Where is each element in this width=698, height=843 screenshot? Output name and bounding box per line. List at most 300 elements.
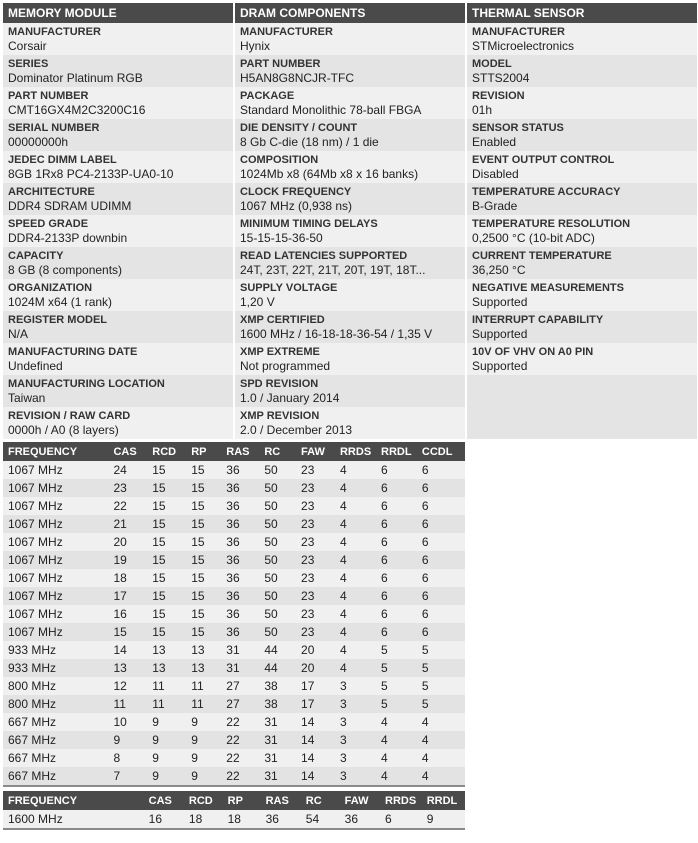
timing-cell: 20 <box>108 533 147 551</box>
timing-cell: 15 <box>186 461 221 479</box>
timing-cell: 36 <box>221 497 259 515</box>
info-value: STMicroelectronics <box>472 39 575 53</box>
timing-row <box>3 767 465 786</box>
column-header: FAW <box>340 791 380 810</box>
timing-cell: 36 <box>221 515 259 533</box>
timing-cell: 1067 MHz <box>3 623 108 641</box>
timing-cell: 23 <box>296 551 335 569</box>
column-header: RP <box>223 791 261 810</box>
timing-row <box>3 497 465 515</box>
timing-cell: 15 <box>186 515 221 533</box>
info-row <box>235 87 465 119</box>
timing-cell: 16 <box>108 605 147 623</box>
info-label: TEMPERATURE RESOLUTION <box>472 218 631 230</box>
timing-cell: 31 <box>259 749 296 767</box>
timing-cell: 50 <box>259 533 296 551</box>
info-label: CURRENT TEMPERATURE <box>472 250 612 262</box>
timing-cell: 11 <box>147 677 186 695</box>
timing-cell: 6 <box>417 587 465 605</box>
info-label: ORGANIZATION <box>8 282 93 294</box>
timing-cell: 50 <box>259 479 296 497</box>
timing-cell: 1067 MHz <box>3 587 108 605</box>
timing-cell: 36 <box>221 461 259 479</box>
info-value: Standard Monolithic 78-ball FBGA <box>240 103 422 117</box>
column-header: RAS <box>261 791 301 810</box>
info-label: TEMPERATURE ACCURACY <box>472 186 621 198</box>
info-row <box>235 215 465 247</box>
timing-cell: 1067 MHz <box>3 605 108 623</box>
timing-cell: 16 <box>144 810 184 829</box>
timing-cell: 15 <box>186 551 221 569</box>
info-row <box>3 23 233 55</box>
timing-cell: 10 <box>108 713 147 731</box>
timing-cell: 15 <box>186 623 221 641</box>
timing-cell: 9 <box>186 767 221 786</box>
timing-cell: 23 <box>296 569 335 587</box>
timing-cell: 27 <box>221 677 259 695</box>
info-row <box>3 247 233 279</box>
info-value: 0000h / A0 (8 layers) <box>8 423 119 437</box>
timing-cell: 38 <box>259 677 296 695</box>
info-row <box>3 55 233 87</box>
timing-cell: 6 <box>380 810 422 829</box>
timing-cell: 15 <box>108 623 147 641</box>
empty-row <box>467 375 697 407</box>
timing-cell: 6 <box>376 587 417 605</box>
column-header: RRDL <box>422 791 465 810</box>
timing-cell: 36 <box>340 810 380 829</box>
timing-cell: 13 <box>186 659 221 677</box>
timing-cell: 6 <box>376 605 417 623</box>
timing-cell: 36 <box>221 605 259 623</box>
timing-cell: 11 <box>147 695 186 713</box>
timing-cell: 1600 MHz <box>3 810 144 829</box>
timing-cell: 3 <box>335 713 376 731</box>
timing-cell: 667 MHz <box>3 767 108 786</box>
timing-row <box>3 479 465 497</box>
timing-cell: 50 <box>259 569 296 587</box>
info-row <box>235 23 465 55</box>
info-row <box>3 183 233 215</box>
info-row <box>467 215 697 247</box>
info-row <box>467 183 697 215</box>
empty-row <box>467 407 697 439</box>
info-value: 1600 MHz / 16-18-18-36-54 / 1,35 V <box>240 327 433 341</box>
info-label: CAPACITY <box>8 250 64 262</box>
info-row <box>3 87 233 119</box>
timing-row <box>3 515 465 533</box>
timing-cell: 22 <box>221 767 259 786</box>
info-row <box>467 87 697 119</box>
info-value: Hynix <box>240 39 271 53</box>
timing-cell: 5 <box>376 677 417 695</box>
info-label: READ LATENCIES SUPPORTED <box>240 250 408 262</box>
timing-cell: 4 <box>335 623 376 641</box>
info-label: DIE DENSITY / COUNT <box>240 122 358 134</box>
timing-cell: 44 <box>259 659 296 677</box>
timing-cell: 15 <box>186 605 221 623</box>
timing-cell: 9 <box>186 713 221 731</box>
info-value: 0,2500 °C (10-bit ADC) <box>472 231 595 245</box>
info-row <box>235 247 465 279</box>
timing-cell: 4 <box>335 479 376 497</box>
timing-cell: 3 <box>335 731 376 749</box>
timing-cell: 38 <box>259 695 296 713</box>
info-value: Supported <box>472 295 528 309</box>
timing-cell: 22 <box>221 731 259 749</box>
info-value: Taiwan <box>8 391 46 405</box>
info-label: NEGATIVE MEASUREMENTS <box>472 282 624 294</box>
column-header: RRDS <box>380 791 422 810</box>
timing-cell: 9 <box>186 749 221 767</box>
timing-cell: 5 <box>417 695 465 713</box>
timing-cell: 15 <box>147 587 186 605</box>
timing-row <box>3 659 465 677</box>
info-row <box>467 151 697 183</box>
column-header: RC <box>301 791 340 810</box>
info-row <box>3 343 233 375</box>
timing-cell: 22 <box>221 749 259 767</box>
timing-cell: 4 <box>335 569 376 587</box>
timing-cell: 36 <box>261 810 301 829</box>
timing-cell: 27 <box>221 695 259 713</box>
timing-cell: 23 <box>108 479 147 497</box>
timing-cell: 9 <box>422 810 465 829</box>
info-value: 1,20 V <box>240 295 275 309</box>
timing-cell: 31 <box>259 713 296 731</box>
timing-cell: 4 <box>417 713 465 731</box>
timing-cell: 667 MHz <box>3 731 108 749</box>
info-label: MANUFACTURER <box>240 26 333 38</box>
info-label: XMP EXTREME <box>240 346 320 358</box>
timing-row <box>3 623 465 641</box>
info-value: Enabled <box>472 135 517 149</box>
timing-row <box>3 731 465 749</box>
info-label: CLOCK FREQUENCY <box>240 186 352 198</box>
timing-cell: 50 <box>259 587 296 605</box>
timing-cell: 7 <box>108 767 147 786</box>
timing-row <box>3 810 465 829</box>
timing-cell: 44 <box>259 641 296 659</box>
info-value: Dominator Platinum RGB <box>8 71 143 85</box>
timing-cell: 11 <box>186 677 221 695</box>
timing-cell: 36 <box>221 569 259 587</box>
timing-cell: 1067 MHz <box>3 479 108 497</box>
info-row <box>3 407 233 439</box>
timing-cell: 4 <box>417 731 465 749</box>
timing-cell: 31 <box>221 659 259 677</box>
timing-cell: 6 <box>376 533 417 551</box>
info-label: ARCHITECTURE <box>8 186 95 198</box>
timing-cell: 9 <box>186 731 221 749</box>
info-row <box>235 55 465 87</box>
timing-cell: 36 <box>221 479 259 497</box>
info-row <box>467 247 697 279</box>
timing-cell: 3 <box>335 677 376 695</box>
timing-cell: 1067 MHz <box>3 569 108 587</box>
timing-cell: 1067 MHz <box>3 551 108 569</box>
info-value: 8 Gb C-die (18 nm) / 1 die <box>240 135 379 149</box>
timing-cell: 8 <box>108 749 147 767</box>
info-row <box>3 119 233 151</box>
info-row <box>3 375 233 407</box>
info-row <box>235 311 465 343</box>
info-value: 1024Mb x8 (64Mb x8 x 16 banks) <box>240 167 419 181</box>
timing-cell: 1067 MHz <box>3 461 108 479</box>
timing-cell: 3 <box>335 767 376 786</box>
info-label: SENSOR STATUS <box>472 122 564 134</box>
timing-cell: 5 <box>417 659 465 677</box>
info-value: Not programmed <box>240 359 331 373</box>
timing-cell: 23 <box>296 587 335 605</box>
timing-cell: 667 MHz <box>3 749 108 767</box>
column-header: FREQUENCY <box>3 791 144 810</box>
column-header: RRDL <box>376 442 417 461</box>
info-row <box>467 55 697 87</box>
timing-cell: 4 <box>335 461 376 479</box>
timing-cell: 20 <box>296 659 335 677</box>
info-value: STTS2004 <box>472 71 530 85</box>
info-label: MANUFACTURING LOCATION <box>8 378 165 390</box>
timing-cell: 3 <box>335 749 376 767</box>
dram-components-header: DRAM COMPONENTS <box>235 3 465 23</box>
timing-cell: 50 <box>259 605 296 623</box>
timing-cell: 18 <box>223 810 261 829</box>
timing-cell: 9 <box>108 731 147 749</box>
timing-cell: 6 <box>417 569 465 587</box>
timing-row <box>3 677 465 695</box>
info-label: SERIAL NUMBER <box>8 122 100 134</box>
timing-cell: 23 <box>296 605 335 623</box>
thermal-sensor-panel <box>467 3 697 439</box>
timing-cell: 19 <box>108 551 147 569</box>
thermal-sensor-header: THERMAL SENSOR <box>467 3 697 23</box>
info-value: 01h <box>472 103 493 117</box>
info-label: SERIES <box>8 58 49 70</box>
info-label: REGISTER MODEL <box>8 314 108 326</box>
timing-cell: 15 <box>186 479 221 497</box>
info-value: H5AN8G8NCJR-TFC <box>240 71 355 85</box>
timing-cell: 14 <box>108 641 147 659</box>
timing-cell: 6 <box>376 551 417 569</box>
timing-cell: 50 <box>259 515 296 533</box>
info-row <box>235 375 465 407</box>
column-header: CCDL <box>417 442 465 461</box>
timing-cell: 14 <box>296 767 335 786</box>
info-value: B-Grade <box>472 199 518 213</box>
timing-cell: 13 <box>108 659 147 677</box>
timing-cell: 4 <box>335 587 376 605</box>
timing-cell: 17 <box>296 677 335 695</box>
column-header: FAW <box>296 442 335 461</box>
info-value: 36,250 °C <box>472 263 526 277</box>
timing-cell: 6 <box>417 497 465 515</box>
timing-cell: 15 <box>147 605 186 623</box>
timing-row <box>3 587 465 605</box>
column-header: RP <box>186 442 221 461</box>
timing-cell: 50 <box>259 551 296 569</box>
info-value: 1067 MHz (0,938 ns) <box>240 199 353 213</box>
timing-cell: 15 <box>147 551 186 569</box>
timing-cell: 933 MHz <box>3 641 108 659</box>
info-value: 00000000h <box>8 135 69 149</box>
timing-cell: 4 <box>417 767 465 786</box>
timing-cell: 15 <box>147 515 186 533</box>
timing-cell: 6 <box>376 515 417 533</box>
info-label: MANUFACTURING DATE <box>8 346 138 358</box>
timing-cell: 15 <box>147 461 186 479</box>
timing-cell: 4 <box>417 749 465 767</box>
column-header: CAS <box>108 442 147 461</box>
timing-cell: 22 <box>221 713 259 731</box>
timing-cell: 4 <box>335 515 376 533</box>
timing-cell: 9 <box>147 713 186 731</box>
info-label: PART NUMBER <box>240 58 321 70</box>
info-label: XMP REVISION <box>240 410 320 422</box>
timing-cell: 6 <box>376 623 417 641</box>
timing-cell: 1067 MHz <box>3 515 108 533</box>
info-label: PACKAGE <box>240 90 295 102</box>
timing-cell: 6 <box>376 461 417 479</box>
info-label: MINIMUM TIMING DELAYS <box>240 218 378 230</box>
info-value: Disabled <box>472 167 519 181</box>
timing-cell: 6 <box>417 605 465 623</box>
timing-cell: 13 <box>147 641 186 659</box>
timing-cell: 5 <box>376 659 417 677</box>
timing-cell: 12 <box>108 677 147 695</box>
info-label: EVENT OUTPUT CONTROL <box>472 154 615 166</box>
info-value: DDR4 SDRAM UDIMM <box>8 199 132 213</box>
info-label: PART NUMBER <box>8 90 89 102</box>
info-value: CMT16GX4M2C3200C16 <box>8 103 146 117</box>
timing-cell: 13 <box>147 659 186 677</box>
column-header: RC <box>259 442 296 461</box>
column-header: RCD <box>147 442 186 461</box>
timing-cell: 13 <box>186 641 221 659</box>
info-value: 8 GB (8 components) <box>8 263 123 277</box>
info-row <box>3 279 233 311</box>
timing-cell: 6 <box>417 461 465 479</box>
timing-cell: 4 <box>376 749 417 767</box>
memory-module-panel <box>3 3 233 439</box>
timing-cell: 933 MHz <box>3 659 108 677</box>
timing-cell: 4 <box>376 731 417 749</box>
column-header: FREQUENCY <box>3 442 108 461</box>
info-row <box>235 151 465 183</box>
info-value: 24T, 23T, 22T, 21T, 20T, 19T, 18T... <box>240 263 426 277</box>
info-row <box>467 311 697 343</box>
timing-cell: 23 <box>296 461 335 479</box>
timing-cell: 6 <box>417 515 465 533</box>
timing-cell: 15 <box>186 497 221 515</box>
timing-cell: 31 <box>221 641 259 659</box>
info-row <box>467 343 697 375</box>
timing-cell: 15 <box>147 479 186 497</box>
timing-row <box>3 641 465 659</box>
timing-cell: 36 <box>221 623 259 641</box>
timing-cell: 9 <box>147 749 186 767</box>
timing-cell: 23 <box>296 623 335 641</box>
timing-row <box>3 605 465 623</box>
info-label: JEDEC DIMM LABEL <box>8 154 117 166</box>
timing-cell: 4 <box>376 713 417 731</box>
timing-cell: 14 <box>296 749 335 767</box>
info-value: DDR4-2133P downbin <box>8 231 128 245</box>
timing-cell: 9 <box>147 767 186 786</box>
timing-row <box>3 551 465 569</box>
info-label: MANUFACTURER <box>472 26 565 38</box>
xmp-timings-table <box>3 791 465 830</box>
info-row <box>235 279 465 311</box>
info-row <box>467 279 697 311</box>
timing-cell: 15 <box>147 497 186 515</box>
info-label: REVISION / RAW CARD <box>8 410 131 422</box>
column-header: CAS <box>144 791 184 810</box>
timing-cell: 23 <box>296 533 335 551</box>
info-row <box>3 215 233 247</box>
timing-cell: 23 <box>296 497 335 515</box>
info-row <box>3 311 233 343</box>
info-value: Supported <box>472 359 528 373</box>
timing-cell: 15 <box>147 533 186 551</box>
timing-cell: 50 <box>259 461 296 479</box>
info-row <box>235 119 465 151</box>
timing-cell: 5 <box>417 677 465 695</box>
timing-cell: 22 <box>108 497 147 515</box>
info-label: XMP CERTIFIED <box>240 314 325 326</box>
timing-row <box>3 533 465 551</box>
timing-cell: 9 <box>147 731 186 749</box>
timing-cell: 36 <box>221 551 259 569</box>
info-row <box>3 151 233 183</box>
timing-cell: 4 <box>376 767 417 786</box>
info-label: 10V OF VHV ON A0 PIN <box>472 346 594 358</box>
info-label: SPD REVISION <box>240 378 319 390</box>
info-value: Undefined <box>8 359 63 373</box>
timing-row <box>3 749 465 767</box>
info-row <box>235 343 465 375</box>
timing-cell: 50 <box>259 623 296 641</box>
timing-cell: 6 <box>376 497 417 515</box>
info-label: SUPPLY VOLTAGE <box>240 282 338 294</box>
jedec-timings-table <box>3 442 465 787</box>
column-header: RRDS <box>335 442 376 461</box>
timing-cell: 5 <box>376 641 417 659</box>
timing-cell: 667 MHz <box>3 713 108 731</box>
timing-cell: 15 <box>186 587 221 605</box>
info-value: 8GB 1Rx8 PC4-2133P-UA0-10 <box>8 167 174 181</box>
info-label: SPEED GRADE <box>8 218 89 230</box>
timing-cell: 800 MHz <box>3 677 108 695</box>
timing-cell: 50 <box>259 497 296 515</box>
timing-row <box>3 461 465 479</box>
timing-cell: 15 <box>186 533 221 551</box>
timing-cell: 6 <box>417 551 465 569</box>
timing-cell: 15 <box>147 569 186 587</box>
timing-cell: 18 <box>184 810 223 829</box>
column-header: RCD <box>184 791 223 810</box>
timing-cell: 36 <box>221 533 259 551</box>
dram-components-panel <box>235 3 465 439</box>
info-row <box>467 23 697 55</box>
timing-row <box>3 713 465 731</box>
timing-cell: 36 <box>221 587 259 605</box>
timing-cell: 23 <box>296 479 335 497</box>
info-row <box>235 183 465 215</box>
info-value: Corsair <box>8 39 47 53</box>
info-value: N/A <box>8 327 29 341</box>
timing-cell: 6 <box>417 533 465 551</box>
